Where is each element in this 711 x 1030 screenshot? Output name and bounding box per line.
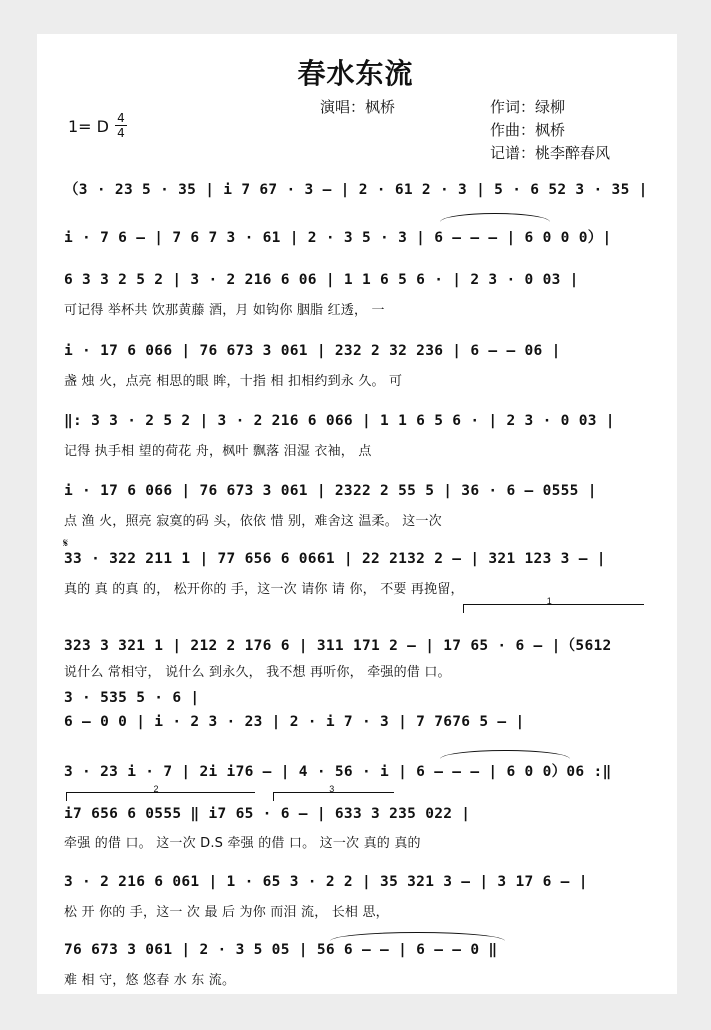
score-row-14-notes: 76 673 3 061 | 2 · 3 5 05 | 56 6 – – | 6 – – 0 ‖ — [64, 942, 498, 958]
lyricist-credit: 作词：绿柳 — [490, 98, 566, 116]
score-row-4-lyrics: 盏 烛 火，点亮 相思的眼 眸，十指 相 扣相约到永 久。 可 — [64, 374, 403, 389]
score-row-8-notes: 323 3 321 1 | 212 2 176 6 | 311 171 2 – | 17 65 · 6 – |（5612 — [64, 638, 612, 654]
volta-bracket-2 — [66, 784, 255, 801]
time-signature — [115, 112, 127, 139]
score-row-11-notes: 3 · 23 i · 7 | 2i i76 – | 4 · 56 · i | 6 – – – | 6 0 0）06 :‖ — [64, 764, 612, 780]
time-signature-bottom: 4 — [117, 126, 125, 140]
score-row-13-lyrics: 松 开 你的 手，这一 次 最 后 为你 而泪 流， 长相 思， — [64, 905, 389, 920]
key-signature: 1= D — [68, 117, 109, 136]
score-row-1-notes: （3 · 23 5 · 35 | i 7 67 · 3 – | 2 · 61 2 · 3 | 5 · 6 52 3 · 35 | — [64, 182, 648, 198]
score-row-2-notes: i · 7 6 – | 7 6 7 3 · 61 | 2 · 3 5 · 3 | 6 – – – | 6 0 0 0）| — [64, 230, 612, 246]
song-title: 春水东流 — [297, 57, 414, 90]
score-row-7-lyrics: 真的 真 的真 的， 松开你的 手，这一次 请你 请 你， 不要 再挽留， — [64, 582, 464, 597]
volta-2-label: 2 — [153, 784, 159, 794]
volta-bracket-3 — [273, 784, 394, 801]
score-row-3-lyrics: 可记得 举杯共 饮那黄藤 酒，月 如钩你 胭脂 红透， 一 — [64, 303, 385, 318]
singer-credit: 演唱：枫桥 — [320, 98, 396, 116]
volta-bracket-1 — [463, 596, 644, 613]
score-row-5-lyrics: 记得 执手相 望的荷花 舟，枫叶 飘落 泪湿 衣袖， 点 — [64, 444, 372, 459]
score-row-12-notes: i7 656 6 0555 ‖ i7 65 · 6 – | 633 3 235 022 | — [64, 806, 471, 822]
score-row-4-notes: i · 17 6 066 | 76 673 3 061 | 232 2 32 236 | 6 – – 06 | — [64, 343, 561, 359]
score-row-13-notes: 3 · 2 216 6 061 | 1 · 65 3 · 2 2 | 35 321 3 – | 3 17 6 – | — [64, 874, 588, 890]
score-row-10-notes: 6 – 0 0 | i · 2 3 · 23 | 2 · i 7 · 3 | 7 7676 5 – | — [64, 714, 525, 730]
volta-1-label: 1 — [546, 596, 552, 606]
score-row-8-lyrics: 说什么 常相守， 说什么 到永久， 我不想 再听你， 牵强的借 口。 — [64, 665, 451, 680]
score-row-6-notes: i · 17 6 066 | 76 673 3 061 | 2322 2 55 5 | 36 · 6 – 0555 | — [64, 483, 597, 499]
time-signature-top: 4 — [117, 111, 125, 125]
score-row-12-lyrics: 牵强 的借 口。 这一次 D.S 牵强 的借 口。 这一次 真的 真的 — [64, 836, 421, 851]
transcriber-credit: 记谱：桃李醉春风 — [490, 144, 611, 162]
score-row-7-notes: 33 · 322 211 1 | 77 656 6 0661 | 22 2132 2 – | 321 123 3 – | — [64, 551, 606, 567]
score-row-3-notes: 6 3 3 2 5 2 | 3 · 2 216 6 06 | 1 1 6 5 6 · | 2 3 · 0 03 | — [64, 272, 579, 288]
segno-sign: 𝄋 — [63, 536, 69, 550]
score-row-9-notes: 3 · 535 5 · 6 | — [64, 690, 200, 706]
composer-credit: 作曲：枫桥 — [490, 121, 566, 139]
volta-3-label: 3 — [329, 784, 335, 794]
score-row-6-lyrics: 点 渔 火，照亮 寂寞的码 头，依依 惜 别，难舍这 温柔。 这一次 — [64, 514, 442, 529]
score-row-14-lyrics: 难 相 守，悠 悠春 水 东 流。 — [64, 973, 236, 988]
score-row-5-notes: ‖: 3 3 · 2 5 2 | 3 · 2 216 6 066 | 1 1 6 5 6 · | 2 3 · 0 03 | — [64, 413, 615, 429]
